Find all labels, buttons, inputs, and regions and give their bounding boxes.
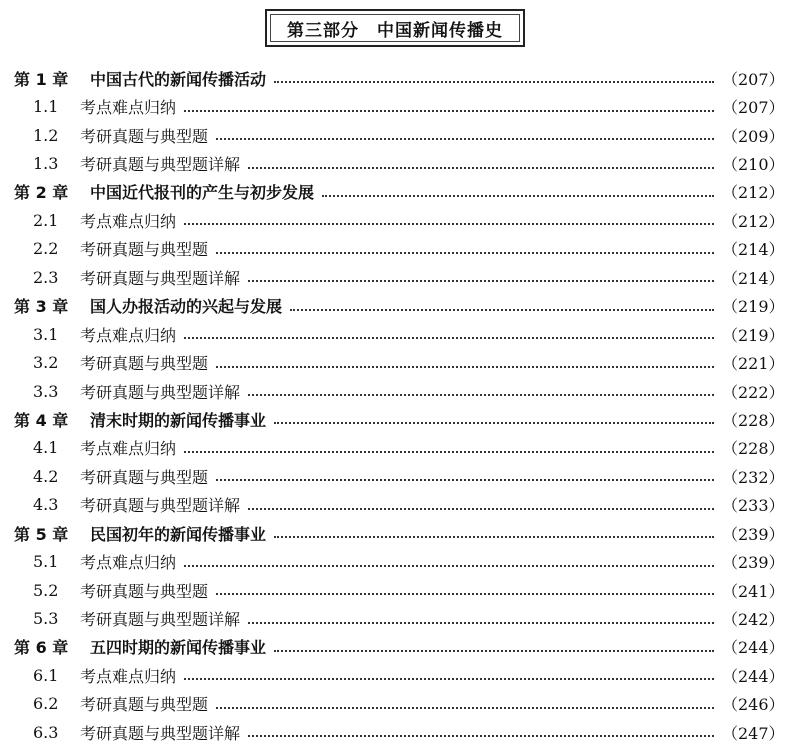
- section-row[interactable]: [0, 576, 790, 604]
- section-row[interactable]: [0, 690, 790, 718]
- section-row[interactable]: [0, 235, 790, 263]
- section-page-number: （241）: [722, 581, 785, 601]
- dot-leader: [216, 122, 714, 140]
- part-title-frame: [265, 9, 525, 47]
- section-title: 考研真题与典型题详解: [80, 155, 241, 175]
- chapter-number: 第 1 章: [14, 69, 69, 89]
- section-row[interactable]: [0, 604, 790, 632]
- dot-leader: [248, 378, 714, 396]
- section-number: 3.3: [33, 381, 59, 401]
- chapter-page-number: （207）: [722, 69, 785, 89]
- section-number: 3.2: [33, 353, 59, 373]
- section-row[interactable]: [0, 491, 790, 519]
- dot-leader: [248, 151, 714, 169]
- section-page-number: （246）: [722, 695, 785, 715]
- dot-leader: [248, 606, 714, 624]
- section-page-number: （209）: [722, 126, 785, 146]
- chapter-page-number: （212）: [722, 183, 785, 203]
- section-number: 2.2: [33, 239, 59, 259]
- section-number: 1.3: [33, 154, 59, 174]
- chapter-page-number: （228）: [722, 410, 785, 430]
- section-title: 考研真题与典型题详解: [80, 382, 241, 402]
- section-row[interactable]: [0, 434, 790, 462]
- section-title: 考点难点归纳: [80, 439, 177, 459]
- chapter-row[interactable]: [0, 64, 790, 92]
- dot-leader: [274, 65, 714, 83]
- chapter-title: 国人办报活动的兴起与发展: [90, 297, 283, 317]
- dot-leader: [184, 435, 714, 453]
- chapter-row[interactable]: [0, 519, 790, 547]
- section-page-number: （212）: [722, 211, 785, 231]
- part-title-banner: [0, 6, 790, 50]
- section-page-number: （210）: [722, 155, 785, 175]
- section-page-number: （233）: [722, 496, 785, 516]
- chapter-page-number: （239）: [722, 524, 785, 544]
- section-row[interactable]: [0, 92, 790, 120]
- section-page-number: （232）: [722, 467, 785, 487]
- section-number: 6.3: [33, 722, 59, 742]
- dot-leader: [274, 634, 714, 652]
- section-row[interactable]: [0, 462, 790, 490]
- section-number: 6.2: [33, 694, 59, 714]
- chapter-row[interactable]: [0, 178, 790, 206]
- section-number: 5.3: [33, 609, 59, 629]
- section-title: 考点难点归纳: [80, 666, 177, 686]
- section-number: 2.3: [33, 267, 59, 287]
- section-number: 1.2: [33, 125, 59, 145]
- section-title: 考研真题与典型题: [80, 354, 209, 374]
- chapter-title: 清末时期的新闻传播事业: [90, 410, 267, 430]
- section-number: 6.1: [33, 665, 59, 685]
- section-row[interactable]: [0, 547, 790, 575]
- section-title: 考研真题与典型题详解: [80, 723, 241, 743]
- section-number: 1.1: [33, 97, 59, 117]
- section-number: 5.1: [33, 552, 59, 572]
- chapter-number: 第 2 章: [14, 183, 69, 203]
- dot-leader: [290, 293, 714, 311]
- section-title: 考研真题与典型题: [80, 240, 209, 260]
- section-row[interactable]: [0, 121, 790, 149]
- section-page-number: （214）: [722, 268, 785, 288]
- section-page-number: （239）: [722, 553, 785, 573]
- chapter-row[interactable]: [0, 633, 790, 661]
- section-number: 4.1: [33, 438, 59, 458]
- section-title: 考点难点归纳: [80, 325, 177, 345]
- chapter-row[interactable]: [0, 405, 790, 433]
- section-row[interactable]: [0, 377, 790, 405]
- dot-leader: [184, 207, 714, 225]
- table-of-contents: [0, 64, 790, 747]
- chapter-row[interactable]: [0, 292, 790, 320]
- section-page-number: （247）: [722, 723, 785, 743]
- dot-leader: [184, 94, 714, 112]
- section-number: 4.3: [33, 495, 59, 515]
- section-row[interactable]: [0, 149, 790, 177]
- section-row[interactable]: [0, 661, 790, 689]
- dot-leader: [216, 350, 714, 368]
- section-page-number: （219）: [722, 325, 785, 345]
- chapter-title: 五四时期的新闻传播事业: [90, 638, 267, 658]
- dot-leader: [216, 463, 714, 481]
- section-row[interactable]: [0, 348, 790, 376]
- chapter-number: 第 6 章: [14, 638, 69, 658]
- section-title: 考点难点归纳: [80, 211, 177, 231]
- chapter-number: 第 3 章: [14, 297, 69, 317]
- section-page-number: （242）: [722, 610, 785, 630]
- dot-leader: [248, 492, 714, 510]
- chapter-title: 中国近代报刊的产生与初步发展: [90, 183, 315, 203]
- section-title: 考点难点归纳: [80, 98, 177, 118]
- dot-leader: [248, 719, 714, 737]
- chapter-page-number: （244）: [722, 638, 785, 658]
- section-title: 考研真题与典型题: [80, 467, 209, 487]
- section-page-number: （222）: [722, 382, 785, 402]
- section-title: 考研真题与典型题: [80, 581, 209, 601]
- dot-leader: [274, 520, 714, 538]
- section-number: 2.1: [33, 210, 59, 230]
- chapter-title: 民国初年的新闻传播事业: [90, 524, 267, 544]
- dot-leader: [184, 321, 714, 339]
- section-title: 考点难点归纳: [80, 553, 177, 573]
- section-title: 考研真题与典型题: [80, 695, 209, 715]
- section-page-number: （207）: [722, 98, 785, 118]
- section-number: 5.2: [33, 580, 59, 600]
- section-title: 考研真题与典型题详解: [80, 496, 241, 516]
- section-page-number: （221）: [722, 354, 785, 374]
- chapter-title: 中国古代的新闻传播活动: [90, 69, 267, 89]
- chapter-number: 第 4 章: [14, 410, 69, 430]
- section-row[interactable]: [0, 320, 790, 348]
- section-page-number: （214）: [722, 240, 785, 260]
- dot-leader: [216, 577, 714, 595]
- section-page-number: （244）: [722, 666, 785, 686]
- dot-leader: [184, 549, 714, 567]
- section-page-number: （228）: [722, 439, 785, 459]
- section-number: 3.1: [33, 324, 59, 344]
- section-row[interactable]: [0, 718, 790, 746]
- section-title: 考研真题与典型题详解: [80, 610, 241, 630]
- section-row[interactable]: [0, 206, 790, 234]
- section-title: 考研真题与典型题详解: [80, 268, 241, 288]
- dot-leader: [184, 662, 714, 680]
- dot-leader: [322, 179, 714, 197]
- part-title: 第三部分 中国新闻传播史: [287, 20, 503, 41]
- section-number: 4.2: [33, 466, 59, 486]
- section-row[interactable]: [0, 263, 790, 291]
- chapter-page-number: （219）: [722, 297, 785, 317]
- section-title: 考研真题与典型题: [80, 126, 209, 146]
- dot-leader: [216, 691, 714, 709]
- chapter-number: 第 5 章: [14, 524, 69, 544]
- dot-leader: [274, 406, 714, 424]
- dot-leader: [248, 264, 714, 282]
- dot-leader: [216, 236, 714, 254]
